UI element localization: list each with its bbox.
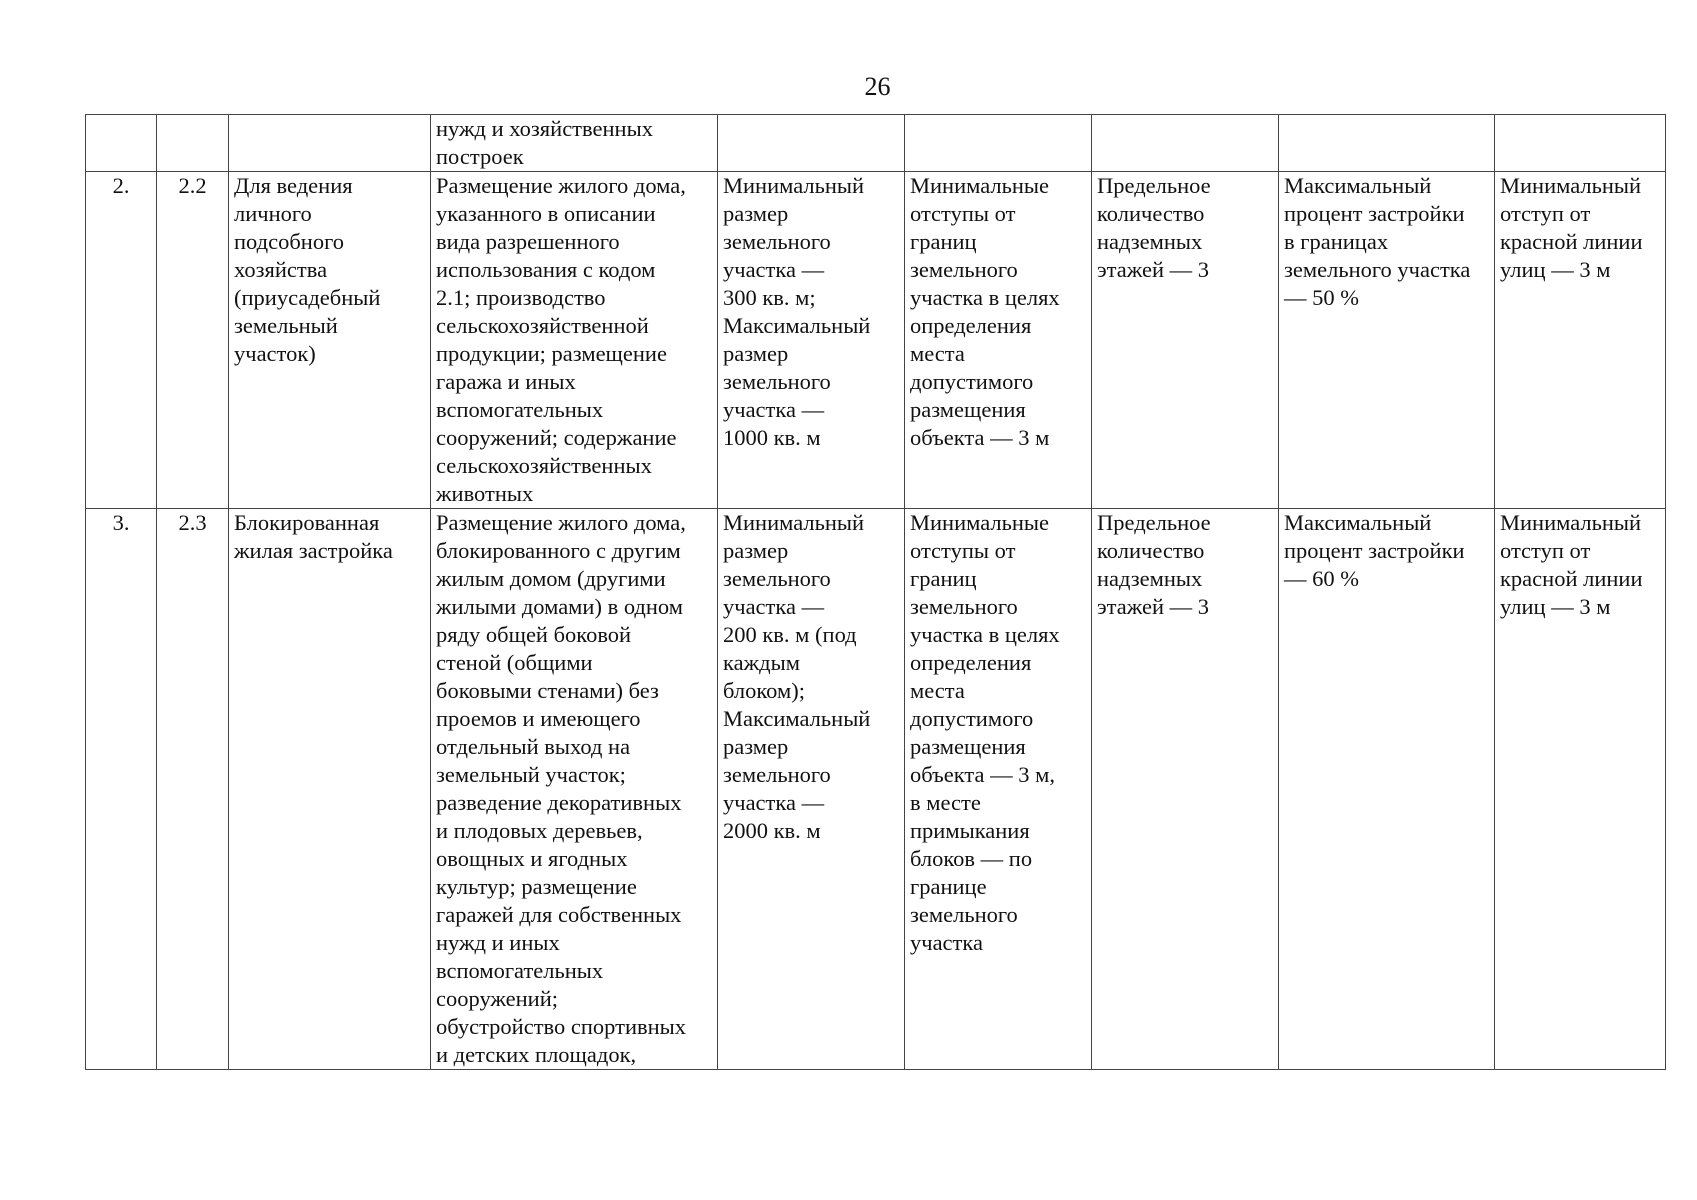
cell-coverage	[1279, 115, 1495, 172]
cell-use-description: Размещение жилого дома, блокированного с другим жилым домом (другими жилыми домами) в одном ряду общей боковой стеной (общими боковыми стенами) без проемов и имеющего отдельный выход на земельный участок; разведение декоративных и плодовых деревьев, овощных и ягодных культур; размещение гаражей для собственных нужд и иных вспомогательных сооружений; обустройство спортивных и детских площадок,	[431, 509, 718, 1070]
cell-use-name: Для ведения личного подсобного хозяйства (приусадебный земельный участок)	[229, 172, 431, 509]
cell-setbacks: Минимальные отступы от границ земельного участка в целях определения места допустимого размещения объекта — 3 м	[905, 172, 1092, 509]
cell-plot-size: Минимальный размер земельного участка — 200 кв. м (под каждым блоком); Максимальный размер земельного участка — 2000 кв. м	[718, 509, 905, 1070]
cell-use-name: Блокированная жилая застройка	[229, 509, 431, 1070]
cell-row-number: 3.	[86, 509, 157, 1070]
cell-code: 2.2	[157, 172, 229, 509]
page-number: 26	[864, 72, 891, 101]
cell-coverage: Максимальный процент застройки — 60 %	[1279, 509, 1495, 1070]
table-row	[86, 509, 1666, 1070]
cell-coverage: Максимальный процент застройки в границах земельного участка — 50 %	[1279, 172, 1495, 509]
cell-floors	[1092, 115, 1279, 172]
cell-floors: Предельное количество надземных этажей — 3	[1092, 509, 1279, 1070]
cell-row-number	[86, 115, 157, 172]
cell-floors: Предельное количество надземных этажей — 3	[1092, 172, 1279, 509]
cell-use-description: Размещение жилого дома, указанного в описании вида разрешенного использования с кодом 2.1; производство сельскохозяйственной продукции; размещение гаража и иных вспомогательных сооружений; содержание сельскохозяйственных животных	[431, 172, 718, 509]
cell-red-line: Минимальный отступ от красной линии улиц — 3 м	[1495, 509, 1666, 1070]
cell-plot-size	[718, 115, 905, 172]
cell-code: 2.3	[157, 509, 229, 1070]
cell-red-line: Минимальный отступ от красной линии улиц — 3 м	[1495, 172, 1666, 509]
table-row	[86, 172, 1666, 509]
cell-use-name	[229, 115, 431, 172]
table-row-continuation	[86, 115, 1666, 172]
cell-code	[157, 115, 229, 172]
cell-plot-size: Минимальный размер земельного участка — 300 кв. м; Максимальный размер земельного участка — 1000 кв. м	[718, 172, 905, 509]
cell-setbacks: Минимальные отступы от границ земельного участка в целях определения места допустимого размещения объекта — 3 м, в месте примыкания блоков — по границе земельного участка	[905, 509, 1092, 1070]
cell-setbacks	[905, 115, 1092, 172]
cell-row-number: 2.	[86, 172, 157, 509]
cell-red-line	[1495, 115, 1666, 172]
cell-use-description: нужд и хозяйственных построек	[431, 115, 718, 172]
zoning-regulations-table	[85, 114, 1666, 1070]
